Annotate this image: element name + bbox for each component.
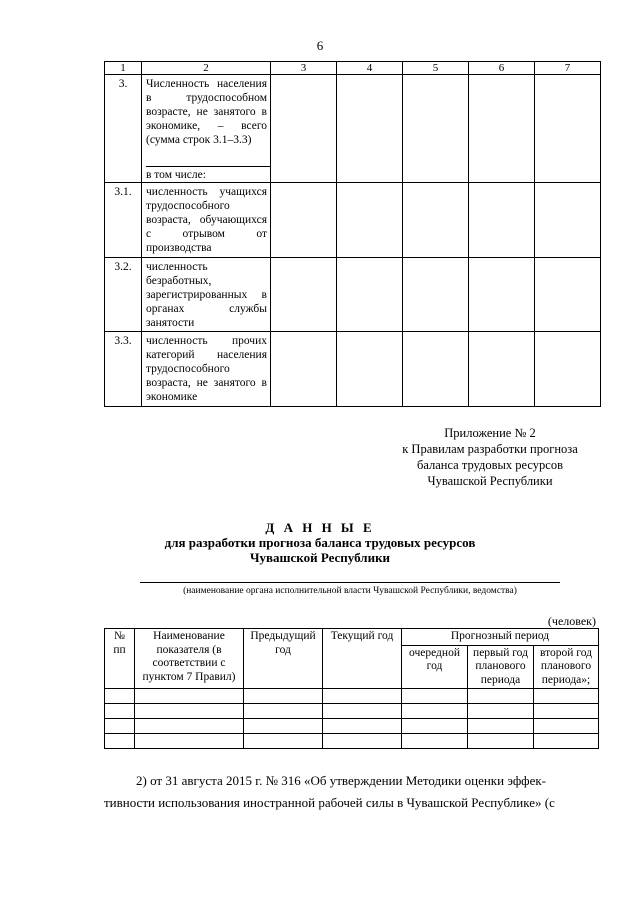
in-total-label: в том числе:: [146, 166, 270, 182]
title-heading: Д А Н Н Ы Е: [265, 520, 375, 535]
table-row: [105, 704, 599, 719]
header-previous-year: Предыдущий год: [244, 629, 323, 689]
col-header-1: 1: [105, 62, 142, 75]
header-first-plan-year: первый год планового периода: [468, 645, 534, 689]
table-row: [105, 689, 599, 704]
org-name-caption: (наименование органа исполнительной власти Чувашской Республики, ведомства): [140, 582, 560, 596]
row-label: Численность населения в трудоспособном возрасте, не занятого в экономике, – всего (сумма строк 3.1–3.3): [142, 75, 271, 167]
paragraph-line: тивности использования иностранной рабочей силы в Чувашской Республике» (с: [104, 795, 555, 810]
units-label: (человек): [547, 614, 596, 628]
table-row: [105, 258, 601, 332]
row-number: 3.: [105, 75, 142, 183]
col-header-6: 6: [469, 62, 535, 75]
appendix-line: Чувашской Республики: [427, 474, 553, 488]
appendix-line: баланса трудовых ресурсов: [416, 458, 563, 472]
table-row: [105, 332, 601, 407]
row-label: численность безработных, зарегистрированных в органах службы занятости: [142, 258, 271, 332]
page-number: 6: [316, 38, 324, 53]
document-title: [0, 520, 640, 565]
appendix-header: [380, 425, 600, 489]
body-paragraph: [104, 770, 600, 814]
row-number: 3.3.: [105, 332, 142, 407]
table-row: [105, 75, 601, 167]
header-current-year: Текущий год: [323, 629, 402, 689]
population-table: [104, 61, 601, 407]
column-number-row: [105, 62, 601, 75]
paragraph-line: 2) от 31 августа 2015 г. № 316 «Об утверждении Методики оценки эффек-: [136, 773, 547, 788]
col-header-3: 3: [271, 62, 337, 75]
row-number: 3.1.: [105, 183, 142, 258]
header-num: № пп: [105, 629, 135, 689]
row-label: численность прочих категорий населения трудоспособного возраста, не занятого в экономике: [142, 332, 271, 407]
col-header-4: 4: [337, 62, 403, 75]
header-next-year: очередной год: [402, 645, 468, 689]
header-row: [105, 629, 599, 646]
header-forecast-period: Прогнозный период: [402, 629, 599, 646]
table-row: [105, 719, 599, 734]
col-header-2: 2: [142, 62, 271, 75]
col-header-5: 5: [403, 62, 469, 75]
row-number: 3.2.: [105, 258, 142, 332]
header-indicator-name: Наименование показателя (в соответствии с пунктом 7 Правил): [135, 629, 244, 689]
row-label: численность учащихся трудоспособного возраста, обучающихся с отрывом от производства: [142, 183, 271, 258]
table-row: [105, 183, 601, 258]
appendix-line: к Правилам разработки прогноза: [402, 442, 578, 456]
title-line: Чувашской Республики: [249, 550, 391, 565]
row-sublabel: [142, 166, 271, 183]
forecast-data-table: [104, 628, 599, 749]
col-header-7: 7: [535, 62, 601, 75]
title-line: для разработки прогноза баланса трудовых ресурсов: [164, 535, 476, 550]
header-second-plan-year: второй год планового периода»;: [534, 645, 599, 689]
table-row: [105, 734, 599, 749]
appendix-line: Приложение № 2: [444, 426, 536, 440]
